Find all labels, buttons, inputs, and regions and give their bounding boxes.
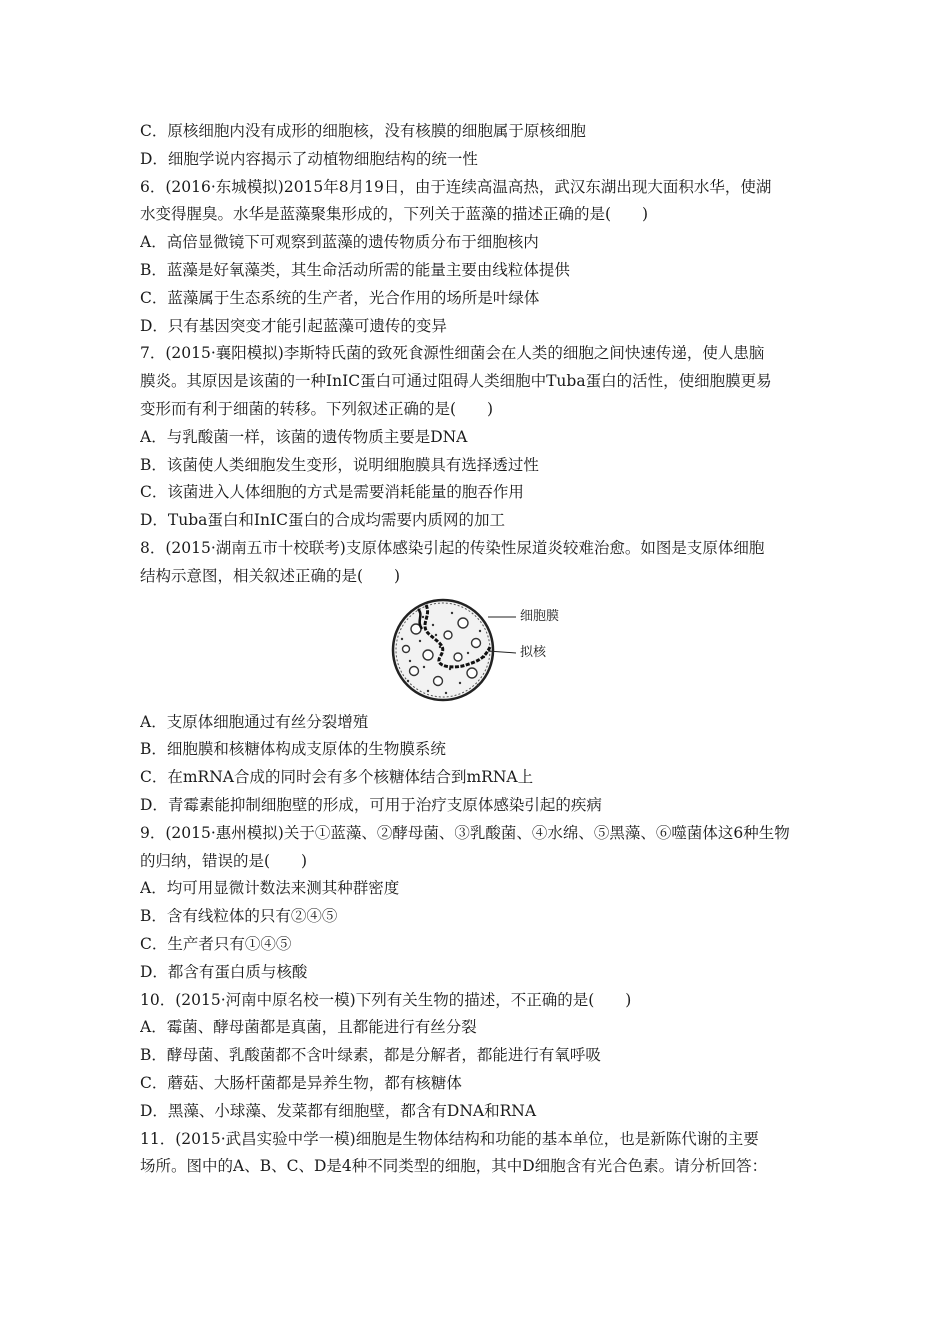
option-a: A．霉菌、酵母菌都是真菌，且都能进行有丝分裂 [140, 1018, 477, 1037]
option-c: C．蘑菇、大肠杆菌都是异养生物，都有核糖体 [140, 1073, 462, 1092]
option-a: A．与乳酸菌一样，该菌的遗传物质主要是DNA [140, 427, 468, 446]
option-b: B．该菌使人类细胞发生变形，说明细胞膜具有选择透过性 [140, 455, 539, 474]
cell-membrane-label: 细胞膜 [520, 608, 560, 624]
text-line: D．细胞学说内容揭示了动植物细胞结构的统一性 [140, 149, 478, 168]
option-c: C．生产者只有①④⑤ [140, 934, 292, 953]
question-11-stem: 11．(2015·武昌实验中学一模)细胞是生物体结构和功能的基本单位，也是新陈代谢的主要 [140, 1129, 759, 1148]
text-line: 场所。图中的A、B、C、D是4种不同类型的细胞，其中D细胞含有光合色素。请分析回答： [140, 1157, 768, 1176]
text-line: 变形而有利于细菌的转移。下列叙述正确的是( ) [140, 399, 494, 418]
option-b: B．含有线粒体的只有②④⑤ [140, 907, 338, 926]
text-block-before [140, 118, 820, 591]
option-b: B．细胞膜和核糖体构成支原体的生物膜系统 [140, 740, 446, 759]
mycoplasma-diagram [140, 595, 820, 705]
option-a: A．支原体细胞通过有丝分裂增殖 [140, 712, 369, 731]
text-line: C．原核细胞内没有成形的细胞核，没有核膜的细胞属于原核细胞 [140, 122, 586, 140]
option-c: C．该菌进入人体细胞的方式是需要消耗能量的胞吞作用 [140, 483, 524, 502]
text-line: 的归纳，错误的是( ) [140, 851, 308, 870]
option-b: B．蓝藻是好氧藻类，其生命活动所需的能量主要由线粒体提供 [140, 260, 570, 279]
option-d: D．青霉素能抑制细胞壁的形成，可用于治疗支原体感染引起的疾病 [140, 795, 602, 814]
text-line: 膜炎。其原因是该菌的一种InIC蛋白可通过阻碍人类细胞中Tuba蛋白的活性，使细胞膜更易 [140, 372, 772, 391]
text-line: 结构示意图，相关叙述正确的是( ) [140, 566, 401, 585]
nucleoid-label: 拟核 [520, 644, 547, 660]
option-d: D．黑藻、小球藻、发菜都有细胞壁，都含有DNA和RNA [140, 1101, 537, 1120]
question-6-stem: 6．(2016·东城模拟)2015年8月19日，由于连续高温高热，武汉东湖出现大面积水华，使湖 [140, 177, 772, 196]
option-c: C．在mRNA合成的同时会有多个核糖体结合到mRNA上 [140, 768, 534, 787]
text-block-after [140, 709, 820, 1182]
option-d: D．都含有蛋白质与核酸 [140, 962, 308, 981]
question-9-stem: 9．(2015·惠州模拟)关于①蓝藻、②酵母菌、③乳酸菌、④水绵、⑤黑藻、⑥噬菌体这6种生物 [140, 823, 790, 842]
option-a: A．高倍显微镜下可观察到蓝藻的遗传物质分布于细胞核内 [140, 233, 539, 252]
option-a: A．均可用显微计数法来测其种群密度 [140, 879, 400, 898]
question-7-stem: 7．(2015·襄阳模拟)李斯特氏菌的致死食源性细菌会在人类的细胞之间快速传递，使人患脑 [140, 344, 765, 363]
question-10-stem: 10．(2015·河南中原名校一模)下列有关生物的描述，不正确的是( ) [140, 990, 632, 1009]
document-page [140, 118, 820, 1181]
option-c: C．蓝藻属于生态系统的生产者，光合作用的场所是叶绿体 [140, 288, 540, 307]
option-b: B．酵母菌、乳酸菌都不含叶绿素，都是分解者，都能进行有氧呼吸 [140, 1046, 601, 1065]
option-d: D．只有基因突变才能引起蓝藻可遗传的变异 [140, 316, 447, 335]
option-d: D．Tuba蛋白和InIC蛋白的合成均需要内质网的加工 [140, 511, 506, 530]
text-line: 水变得腥臭。水华是蓝藻聚集形成的，下列关于蓝藻的描述正确的是( ) [140, 205, 649, 224]
question-8-stem: 8．(2015·湖南五市十校联考)支原体感染引起的传染性尿道炎较难治愈。如图是支原体细胞 [140, 538, 765, 557]
